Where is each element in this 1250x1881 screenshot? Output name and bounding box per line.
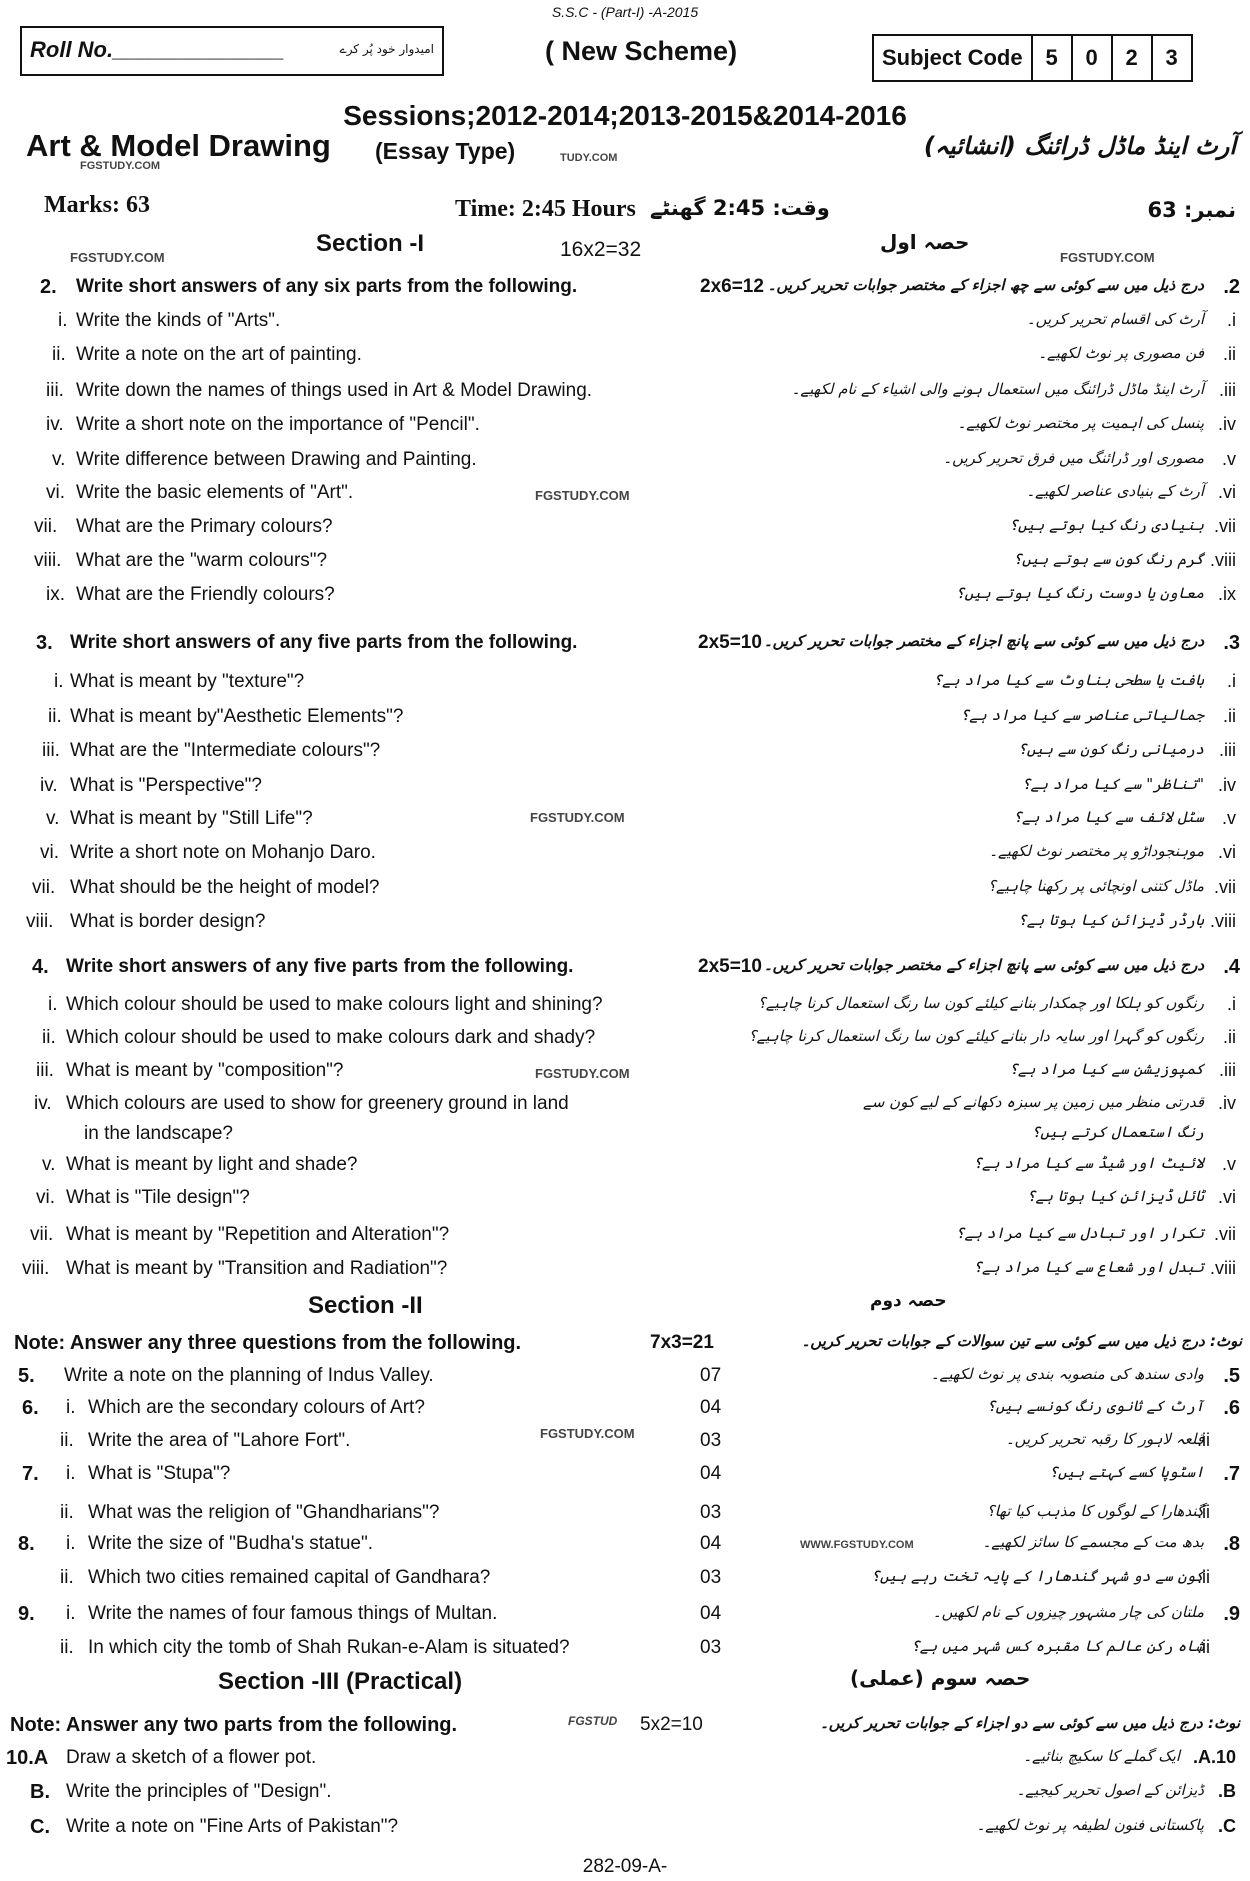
item-number: iii . <box>46 380 64 402</box>
question-text: Write the size of "Budha's statue". <box>88 1533 374 1554</box>
item-number-urdu: . ii <box>1197 1502 1210 1523</box>
item-number-urdu: . iv <box>1218 775 1236 796</box>
item-text: Write difference between Drawing and Painting. <box>76 449 477 470</box>
paper-title-urdu: آرٹ اینڈ ماڈل ڈرائنگ (انشائیہ) <box>923 132 1236 160</box>
question-text-urdu: درج ذیل میں سے کوئی سے پانچ اجزاء کے مختصر جوابات تحریر کریں۔ <box>763 956 1204 974</box>
question-9-part-ii <box>0 1637 1250 1669</box>
subject-code-digit: 5 <box>1031 36 1071 80</box>
question-3-heading <box>0 632 1250 664</box>
item-text: Write a short note on the importance of "Pencil". <box>76 414 480 435</box>
item-number: ii . <box>48 706 62 728</box>
question-text: What is "Stupa"? <box>88 1463 231 1484</box>
item-text-urdu: رنگوں کو گہرا اور سایہ دار بنانے کیلئے کون سا رنگ استعمال کرنا چاہیے؟ <box>748 1027 1204 1045</box>
item-text-urdu: بافت یا سطحی بناوٹ سے کیا مراد ہے؟ <box>933 671 1204 689</box>
item-number-urdu: . vii <box>1214 1224 1236 1245</box>
list-item <box>0 775 1250 807</box>
note-text: Note: Answer any two parts from the following. <box>10 1714 458 1736</box>
item-text: What is meant by "composition"? <box>66 1060 344 1081</box>
item-text: Which colour should be used to make colours light and shining? <box>66 994 603 1015</box>
question-9-part-i <box>0 1603 1250 1635</box>
scheme: ( New Scheme) <box>545 36 738 66</box>
item-number-urdu: . ii <box>1197 1567 1210 1588</box>
item-text-urdu: موہنجوداڑو پر مختصر نوٹ لکھیے۔ <box>989 842 1204 860</box>
question-number-urdu: . 9 <box>1223 1603 1240 1626</box>
item-number: C. <box>30 1816 50 1838</box>
question-10-part-c <box>0 1816 1250 1848</box>
item-number: B. <box>30 1781 50 1803</box>
item-number: v . <box>52 449 65 471</box>
question-6-part-i <box>0 1397 1250 1429</box>
item-number-urdu: . A.10 <box>1193 1747 1236 1768</box>
question-marks: 04 <box>700 1603 722 1624</box>
item-text-urdu: آرٹ کی اقسام تحریر کریں۔ <box>1026 310 1204 328</box>
question-marks: 03 <box>700 1637 722 1658</box>
item-number: iii . <box>42 740 60 762</box>
item-number-urdu: . vi <box>1218 842 1236 863</box>
item-text-urdu: پاکستانی فنون لطیفہ پر نوٹ لکھیے۔ <box>976 1816 1204 1834</box>
item-number-urdu: . i <box>1227 310 1236 331</box>
roll-number-box <box>20 26 444 76</box>
item-text: Write down the names of things used in Art & Model Drawing. <box>76 380 593 401</box>
list-item <box>0 344 1250 376</box>
list-item <box>0 706 1250 738</box>
item-number-urdu: . vi <box>1218 482 1236 503</box>
section-1-marks: 16x2=32 <box>560 238 642 261</box>
list-item <box>0 380 1250 412</box>
watermark: FGSTUDY.COM <box>70 250 165 265</box>
item-text: What is border design? <box>70 911 266 932</box>
item-number: ii . <box>60 1502 74 1524</box>
item-text-urdu: ٹائل ڈیزائن کیا ہوتا ہے؟ <box>1026 1187 1204 1205</box>
list-item <box>0 310 1250 342</box>
item-number-urdu: . vi <box>1218 1187 1236 1208</box>
item-text: Write a short note on Mohanjo Daro. <box>70 842 376 863</box>
item-number-urdu: . B <box>1218 1781 1236 1802</box>
item-text-urdu: ماڈل کتنی اونچائی پر رکھنا چاہیے؟ <box>988 877 1204 895</box>
exam-code: S.S.C - (Part-I) -A-2015 <box>551 4 699 20</box>
list-item <box>0 1093 1250 1155</box>
question-marks: 03 <box>700 1430 722 1451</box>
item-number: viii . <box>22 1258 49 1280</box>
item-number-urdu: . i <box>1227 994 1236 1015</box>
item-number: ii . <box>60 1430 74 1452</box>
question-4-heading <box>0 956 1250 988</box>
question-number: 7. <box>22 1463 39 1485</box>
item-number-urdu: . iv <box>1218 414 1236 435</box>
question-number-urdu: . 2 <box>1223 276 1240 299</box>
question-7-part-ii <box>0 1502 1250 1534</box>
item-text-urdu: ڈیزائن کے اصول تحریر کیجیے۔ <box>1016 1781 1204 1799</box>
list-item <box>0 1154 1250 1186</box>
item-text: What should be the height of model? <box>70 877 380 898</box>
item-text-urdu: گرم رنگ کون سے ہوتے ہیں؟ <box>1013 550 1204 568</box>
item-text-urdu: رنگوں کو ہلکا اور چمکدار بنانے کیلئے کون سا رنگ استعمال کرنا چاہیے؟ <box>757 994 1204 1012</box>
item-text-urdu: جمالیاتی عناصر سے کیا مراد ہے؟ <box>960 706 1204 724</box>
question-number-urdu: . 6 <box>1223 1397 1240 1420</box>
item-text-urdu: درمیانی رنگ کون سے ہیں؟ <box>1017 740 1204 758</box>
item-text-urdu-line-2: رنگ استعمال کرتے ہیں؟ <box>1031 1123 1204 1141</box>
item-text-urdu: آرٹ اینڈ ماڈل ڈرائنگ میں استعمال ہونے والی اشیاء کے نام لکھیے۔ <box>791 380 1204 398</box>
item-text-urdu: لائیٹ اور شیڈ سے کیا مراد ہے؟ <box>973 1154 1204 1172</box>
note-text-urdu: نوٹ: درج ذیل میں سے کوئی سے دو اجزاء کے جوابات تحریر کریں۔ <box>819 1714 1240 1732</box>
item-number: viii . <box>26 911 53 933</box>
item-number: vi . <box>46 482 65 504</box>
item-number: vii . <box>34 516 57 538</box>
question-10-part-a <box>0 1747 1250 1779</box>
question-marks: 04 <box>700 1533 722 1554</box>
total-marks-urdu: نمبر: 63 <box>1147 198 1236 222</box>
item-text-urdu: قدرتی منظر میں زمین پر سبزہ دکھانے کے لیے کون سے <box>863 1093 1204 1111</box>
subject-code-digit: 2 <box>1111 36 1151 80</box>
item-text: Draw a sketch of a flower pot. <box>66 1747 317 1768</box>
section-3-marks: 5x2=10 <box>640 1714 703 1735</box>
question-marks: 2x6=12 <box>700 276 764 297</box>
question-text-urdu: آرٹ کے ثانوی رنگ کونسے ہیں؟ <box>986 1397 1204 1415</box>
watermark: FGSTUDY.COM <box>535 488 630 503</box>
question-5 <box>0 1365 1250 1397</box>
note-text-urdu: نوٹ: درج ذیل میں سے کوئی سے تین سوالات کے جوابات تحریر کریں۔ <box>801 1332 1242 1350</box>
paper-title: Art & Model Drawing <box>26 128 331 163</box>
list-item <box>0 449 1250 481</box>
section-2-title: Section -II <box>308 1292 423 1319</box>
question-number: 6. <box>22 1397 39 1419</box>
item-text: What is "Tile design"? <box>66 1187 250 1208</box>
item-number: vi . <box>36 1187 55 1209</box>
item-number: vi . <box>40 842 59 864</box>
question-marks: 04 <box>700 1397 722 1418</box>
section-1-title: Section -I <box>316 230 425 257</box>
item-text-urdu: کمپوزیشن سے کیا مراد ہے؟ <box>1009 1060 1204 1078</box>
subject-code-label: Subject Code <box>882 45 1023 70</box>
item-number-urdu: . vii <box>1214 877 1236 898</box>
watermark: FGSTUDY.COM <box>540 1426 635 1441</box>
item-number-urdu: . v <box>1222 1154 1236 1175</box>
list-item <box>0 740 1250 772</box>
question-marks: 2x5=10 <box>698 632 762 653</box>
watermark: FGSTUDY.COM <box>535 1066 630 1081</box>
item-number-urdu: . vii <box>1214 516 1236 537</box>
roll-label: Roll No.______________ <box>30 37 285 62</box>
question-10-part-b <box>0 1781 1250 1813</box>
item-number: i . <box>58 310 68 332</box>
item-number: iv . <box>34 1093 52 1115</box>
question-text-urdu: ملتان کی چار مشہور چیزوں کے نام لکھیں۔ <box>932 1603 1204 1621</box>
item-text: What are the "Intermediate colours"? <box>70 740 381 761</box>
watermark: FGSTUDY.COM <box>530 810 625 825</box>
item-text-urdu: بنیادی رنگ کیا ہوتے ہیں؟ <box>1009 516 1204 534</box>
item-number-urdu: . ii <box>1197 1637 1210 1658</box>
question-7-part-i <box>0 1463 1250 1495</box>
item-number: ii . <box>42 1027 56 1049</box>
question-number: 4. <box>32 956 49 978</box>
item-number: i . <box>54 671 64 693</box>
section-1-title-urdu: حصہ اول <box>880 230 970 254</box>
item-text: What is meant by "Still Life"? <box>70 808 313 829</box>
item-number-urdu: . v <box>1222 449 1236 470</box>
question-number: 3. <box>36 632 53 654</box>
item-text-urdu: سٹل لائف سے کیا مراد ہے؟ <box>1013 808 1204 826</box>
question-number-urdu: . 7 <box>1223 1463 1240 1486</box>
section-2-note <box>0 1332 1250 1364</box>
section-3-title-urdu: حصہ سوم (عملی) <box>850 1666 1031 1690</box>
question-text: Which are the secondary colours of Art? <box>88 1397 425 1418</box>
section-2-title-urdu: حصہ دوم <box>870 1291 947 1311</box>
item-number-urdu: . i <box>1227 671 1236 692</box>
question-text-urdu: قلعہ لاہور کا رقبہ تحریر کریں۔ <box>1005 1430 1204 1448</box>
item-text: What is "Perspective"? <box>70 775 262 796</box>
paper-type: (Essay Type) <box>375 138 516 164</box>
item-number: iv . <box>46 414 64 436</box>
item-number: ii . <box>60 1637 74 1659</box>
sessions: Sessions;2012-2014;2013-2015&2014-2016 <box>343 100 907 131</box>
item-number-urdu: . C <box>1218 1816 1236 1837</box>
question-2-heading <box>0 276 1250 308</box>
item-text: Write the kinds of "Arts". <box>76 310 281 331</box>
question-text: Which two cities remained capital of Gandhara? <box>88 1567 491 1588</box>
item-number: i . <box>66 1463 76 1485</box>
item-number: iv . <box>40 775 58 797</box>
item-number-urdu: . v <box>1222 808 1236 829</box>
item-number: i . <box>66 1533 76 1555</box>
subject-code-box <box>872 34 1193 82</box>
question-text-urdu: کون سے دو شہر گندھارا کے پایہ تخت رہے ہیں؟ <box>871 1567 1204 1585</box>
list-item <box>0 516 1250 548</box>
item-text: What are the "warm colours"? <box>76 550 328 571</box>
item-text: What is meant by"Aesthetic Elements"? <box>70 706 404 727</box>
question-text: Write the names of four famous things of Multan. <box>88 1603 498 1624</box>
item-text-urdu: "تناظر" سے کیا مراد ہے؟ <box>1021 775 1204 793</box>
item-number-urdu: . viii <box>1210 550 1236 571</box>
list-item <box>0 808 1250 840</box>
footer-code: 282-09-A- <box>582 1856 668 1877</box>
item-text-urdu: ایک گملے کا سکیچ بنائیے۔ <box>1023 1747 1180 1765</box>
section-3-title: Section -III (Practical) <box>218 1668 463 1695</box>
item-text-urdu: تبدل اور شعاع سے کیا مراد ہے؟ <box>973 1258 1204 1276</box>
item-text: What is meant by "Transition and Radiation"? <box>66 1258 448 1279</box>
question-text-urdu: وادی سندھ کی منصوبہ بندی پر نوٹ لکھیے۔ <box>930 1365 1204 1383</box>
list-item <box>0 584 1250 616</box>
list-item <box>0 1187 1250 1219</box>
item-number: vii . <box>32 877 55 899</box>
question-text-urdu: شاہ رکن عالم کا مقبرہ کس شہر میں ہے؟ <box>910 1637 1204 1655</box>
item-text-urdu: پنسل کی اہمیت پر مختصر نوٹ لکھیے۔ <box>957 414 1204 432</box>
item-number: vii . <box>30 1224 53 1246</box>
question-number: 2. <box>40 276 57 298</box>
item-number: 10.A <box>6 1747 49 1769</box>
question-text: Write short answers of any five parts from the following. <box>66 956 574 977</box>
item-number-urdu: . ii <box>1223 706 1236 727</box>
item-text: Write the basic elements of "Art". <box>76 482 354 503</box>
subject-code-digit: 3 <box>1151 36 1191 80</box>
item-text-urdu: بارڈر ڈیزائن کیا ہوتا ہے؟ <box>1017 911 1204 929</box>
item-number: i . <box>66 1397 76 1419</box>
item-number: iii . <box>36 1060 54 1082</box>
item-text: Which colour should be used to make colours dark and shady? <box>66 1027 596 1048</box>
question-number: 5. <box>18 1365 35 1387</box>
question-text-urdu: اسٹوپا کسے کہتے ہیں؟ <box>1049 1463 1204 1481</box>
roll-urdu: امیدوار خود پُر کرے <box>339 42 434 56</box>
item-number-urdu: . iv <box>1218 1093 1236 1114</box>
item-number-urdu: . viii <box>1210 1258 1236 1279</box>
item-text-line-2: in the landscape? <box>84 1123 233 1144</box>
question-marks: 03 <box>700 1502 722 1523</box>
question-number: 9. <box>18 1603 35 1625</box>
section-2-marks: 7x3=21 <box>650 1332 714 1353</box>
question-6-part-ii <box>0 1426 1250 1462</box>
subject-code-digit: 0 <box>1071 36 1111 80</box>
question-text-urdu: گندھارا کے لوگوں کا مذہب کیا تھا؟ <box>986 1502 1204 1520</box>
note-text: Note: Answer any three questions from the following. <box>14 1332 522 1354</box>
question-marks: 03 <box>700 1567 722 1588</box>
list-item <box>0 994 1250 1026</box>
item-text: What is meant by "texture"? <box>70 671 305 692</box>
item-number-urdu: . ii <box>1223 344 1236 365</box>
item-text: Write the principles of "Design". <box>66 1781 332 1802</box>
item-text: What is meant by "Repetition and Alteration"? <box>66 1224 450 1245</box>
item-number-urdu: . ii <box>1223 1027 1236 1048</box>
question-text: Write a note on the planning of Indus Valley. <box>64 1365 434 1386</box>
item-number-urdu: . iii <box>1219 1060 1236 1081</box>
watermark: FGSTUD <box>568 1714 618 1728</box>
question-number: 8. <box>18 1533 35 1555</box>
question-number-urdu: . 5 <box>1223 1365 1240 1388</box>
watermark: TUDY.COM <box>560 152 618 164</box>
question-marks: 2x5=10 <box>698 956 762 977</box>
item-text-urdu: تکرار اور تبادل سے کیا مراد ہے؟ <box>955 1224 1204 1242</box>
section-3-note <box>0 1714 1250 1746</box>
list-item <box>0 877 1250 909</box>
item-text: What are the Primary colours? <box>76 516 333 537</box>
time-allowed: Time: 2:45 Hours <box>455 196 636 222</box>
item-text: Which colours are used to show for greenery ground in land <box>66 1093 569 1114</box>
list-item <box>0 1224 1250 1256</box>
question-marks: 04 <box>700 1463 722 1484</box>
item-text-urdu: فن مصوری پر نوٹ لکھیے۔ <box>1038 344 1204 362</box>
item-text-urdu: معاون یا دوست رنگ کیا ہوتے ہیں؟ <box>955 584 1204 602</box>
item-number: ii . <box>52 344 66 366</box>
list-item <box>0 842 1250 874</box>
question-number-urdu: . 4 <box>1223 956 1240 979</box>
question-text-urdu: درج ذیل میں سے کوئی سے پانچ اجزاء کے مختصر جوابات تحریر کریں۔ <box>763 632 1204 650</box>
question-marks: 07 <box>700 1365 722 1386</box>
item-number: ii . <box>60 1567 74 1589</box>
question-8-part-ii <box>0 1567 1250 1599</box>
list-item <box>0 911 1250 943</box>
question-text-urdu: درج ذیل میں سے کوئی سے چھ اجزاء کے مختصر جوابات تحریر کریں۔ <box>767 276 1204 294</box>
watermark: FGSTUDY.COM <box>80 160 161 172</box>
item-text: Write a note on the art of painting. <box>76 344 362 365</box>
question-text-urdu: بدھ مت کے مجسمے کا سائز لکھیے۔ <box>982 1533 1204 1551</box>
list-item <box>0 550 1250 582</box>
time-urdu: وقت: 2:45 گھنٹے <box>650 196 830 220</box>
question-text: What was the religion of "Ghandharians"? <box>88 1502 440 1523</box>
item-text-urdu: آرٹ کے بنیادی عناصر لکھیے۔ <box>1026 482 1204 500</box>
list-item <box>0 1060 1250 1092</box>
item-number: viii . <box>34 550 61 572</box>
question-text: Write short answers of any six parts from the following. <box>76 276 578 297</box>
question-text: Write short answers of any five parts from the following. <box>70 632 578 653</box>
question-8-part-i <box>0 1533 1250 1565</box>
item-text: Write a note on "Fine Arts of Pakistan"? <box>66 1816 399 1837</box>
list-item <box>0 671 1250 703</box>
item-number: v . <box>42 1154 55 1176</box>
item-text-urdu: مصوری اور ڈرائنگ میں فرق تحریر کریں۔ <box>943 449 1204 467</box>
total-marks: Marks: 63 <box>44 192 150 218</box>
item-number: i . <box>48 994 58 1016</box>
item-number-urdu: . ix <box>1218 584 1236 605</box>
list-item <box>0 1258 1250 1290</box>
question-text: In which city the tomb of Shah Rukan-e-Alam is situated? <box>88 1637 570 1658</box>
item-number: ix . <box>46 584 65 606</box>
item-number: i . <box>66 1603 76 1625</box>
item-text: What is meant by light and shade? <box>66 1154 358 1175</box>
watermark: WWW.FGSTUDY.COM <box>800 1539 914 1551</box>
item-number: v . <box>46 808 59 830</box>
watermark: FGSTUDY.COM <box>1060 250 1155 265</box>
list-item <box>0 482 1250 514</box>
item-text: What are the Friendly colours? <box>76 584 335 605</box>
item-number-urdu: . iii <box>1219 740 1236 761</box>
question-number-urdu: . 3 <box>1223 632 1240 655</box>
item-number-urdu: . iii <box>1219 380 1236 401</box>
question-number-urdu: . 8 <box>1223 1533 1240 1556</box>
item-number-urdu: . ii <box>1197 1430 1210 1451</box>
list-item <box>0 414 1250 446</box>
item-number-urdu: . viii <box>1210 911 1236 932</box>
question-text: Write the area of "Lahore Fort". <box>88 1430 351 1451</box>
list-item <box>0 1027 1250 1059</box>
